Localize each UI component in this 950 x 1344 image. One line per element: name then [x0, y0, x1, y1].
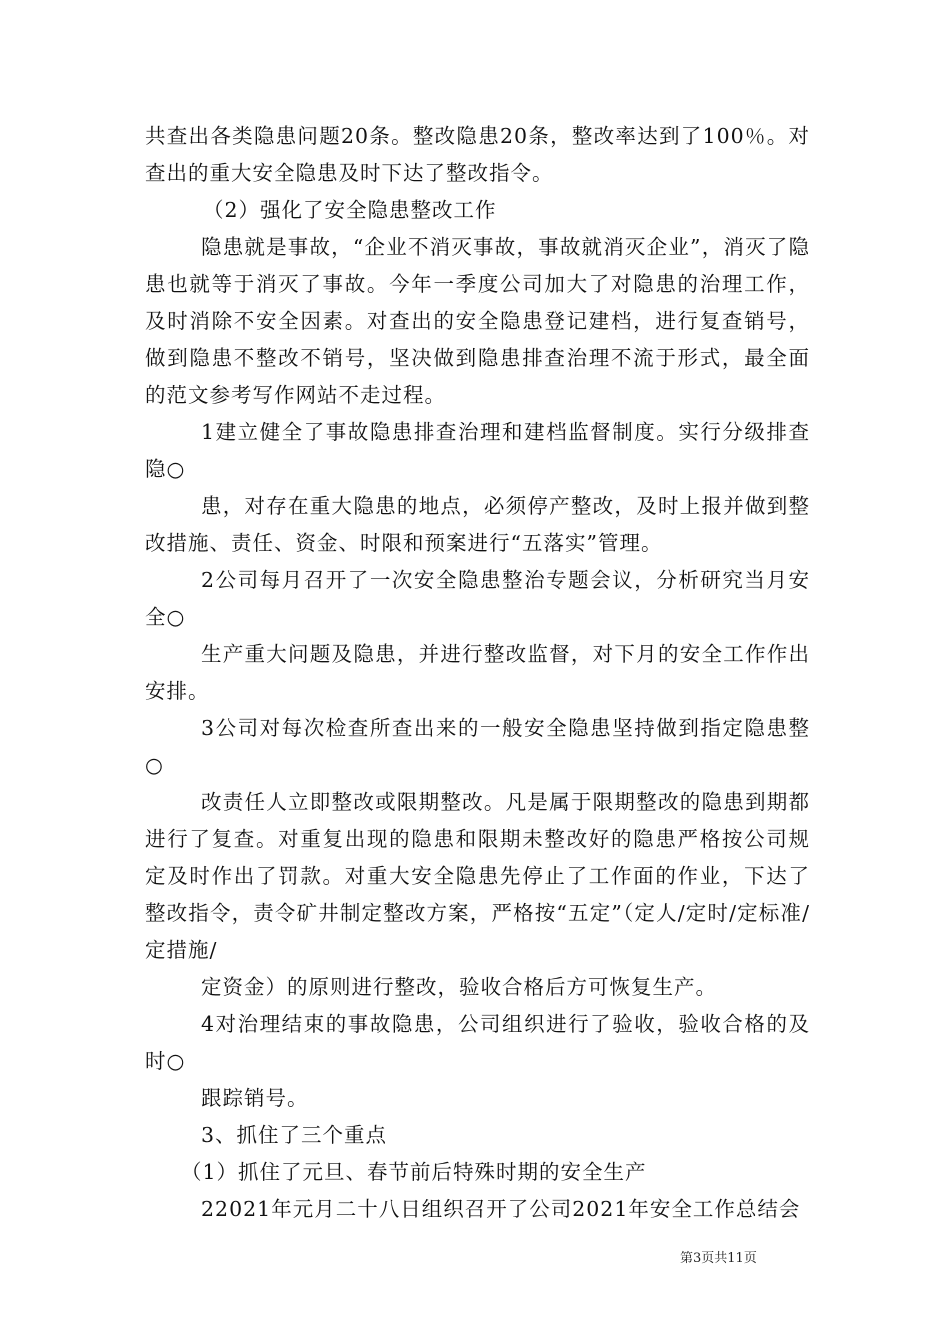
heading-rectification-work: （2）强化了安全隐患整改工作	[203, 198, 497, 222]
body-text	[145, 118, 810, 1228]
paragraph-item-1-cont: 患，对存在重大隐患的地点，必须停产整改，及时上报并做到整改措施、责任、资金、时限和预案进行“五落实”管理。	[145, 494, 810, 555]
paragraph-item-1: 1建立健全了事故隐患排查治理和建档监督制度。实行分级排查隐○	[145, 420, 810, 481]
paragraph-item-2-cont: 生产重大问题及隐患，并进行整改监督，对下月的安全工作作出安排。	[145, 642, 810, 703]
paragraph-item-3-cont: 改责任人立即整改或限期整改。凡是属于限期整改的隐患到期都进行了复查。对重复出现的隐患和限期未整改好的隐患严格按公司规定及时作出了罚款。对重大安全隐患先停止了工作面的作业，下达了整改指令，责令矿井制定整改方案，严格按“五定”（定人/定时/定标准/定措施/	[145, 790, 810, 962]
paragraph-item-4: 4对治理结束的事故隐患，公司组织进行了验收，验收合格的及时○	[145, 1012, 810, 1073]
paragraph-item-3-cont-2: 定资金）的原则进行整改，验收合格后方可恢复生产。	[201, 975, 717, 999]
heading-holiday-safety: （1）抓住了元旦、春节前后特殊时期的安全生产	[181, 1160, 647, 1184]
paragraph-item-4-cont: 跟踪销号。	[201, 1086, 309, 1110]
paragraph-hazard-is-accident: 隐患就是事故，“企业不消灭事故，事故就消灭企业”，消灭了隐患也就等于消灭了事故。今年一季度公司加大了对隐患的治理工作，及时消除不安全因素。对查出的安全隐患登记建档，进行复查销号，做到隐患不整改不销号，坚决做到隐患排查治理不流于形式，最全面的范文参考写作网站不走过程。	[145, 235, 810, 407]
page-number-footer: 第3页共11页	[680, 1251, 757, 1266]
paragraph-item-3: 3公司对每次检查所查出来的一般安全隐患坚持做到指定隐患整○	[145, 716, 810, 777]
heading-three-focuses: 3、抓住了三个重点	[201, 1123, 388, 1147]
paragraph-summary-meeting: 22021年元月二十八日组织召开了公司2021年安全工作总结会	[201, 1197, 801, 1221]
paragraph-hazard-summary: 共查出各类隐患问题20条。整改隐患20条，整改率达到了100％。对查出的重大安全隐患及时下达了整改指令。	[145, 124, 810, 185]
paragraph-item-2: 2公司每月召开了一次安全隐患整治专题会议，分析研究当月安全○	[145, 568, 810, 629]
